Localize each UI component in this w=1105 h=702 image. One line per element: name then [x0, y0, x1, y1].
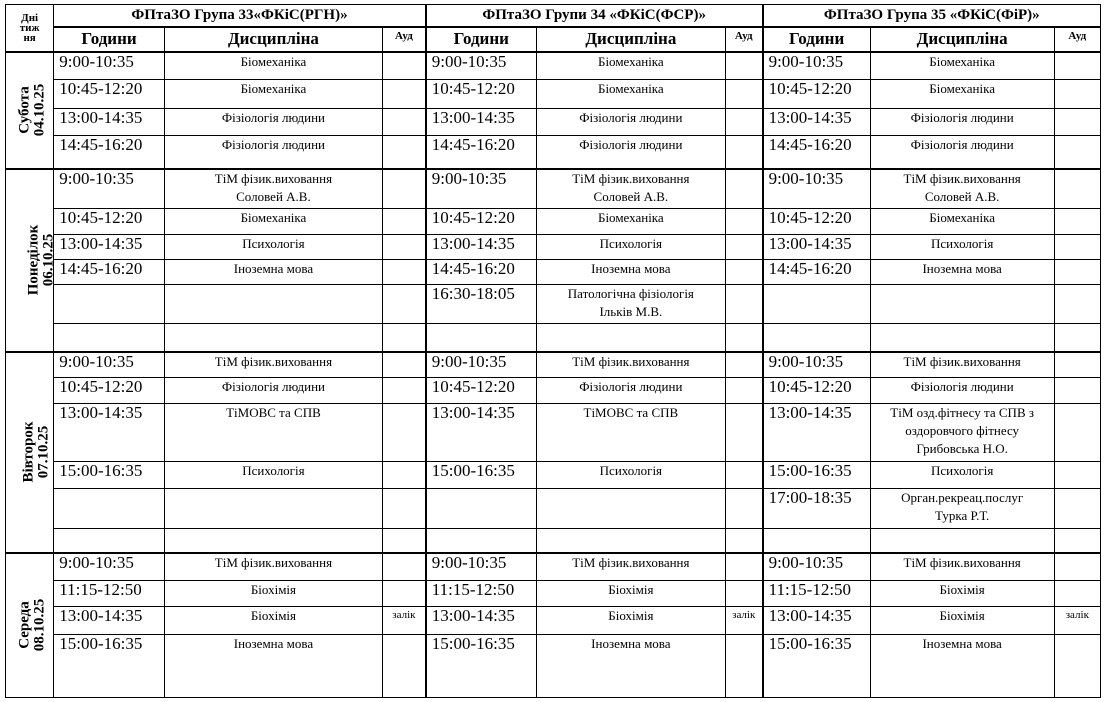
aud-cell [1054, 208, 1100, 234]
subject-line: ТіМ фізик.виховання [214, 554, 333, 570]
subject-cell [870, 352, 1054, 378]
subject-line: Патологічна фізіологія [567, 286, 694, 302]
subject-line: Фізіологія людини [221, 379, 325, 395]
subject-line: Соловей А.В. [236, 188, 311, 204]
aud-cell [1054, 635, 1100, 698]
time-cell: 10:45-12:20 [54, 378, 165, 403]
time-cell: 10:45-12:20 [54, 208, 165, 234]
group-34-header: ФПтаЗО Групи 34 «ФКіС(ФСР)» [426, 5, 763, 27]
aud-cell [1054, 378, 1100, 403]
time-cell: 13:00-14:35 [763, 108, 871, 135]
aud-cell [383, 208, 426, 234]
subject-cell [164, 462, 382, 488]
subject-cell [536, 462, 725, 488]
time-cell [54, 285, 165, 323]
subject-cell [536, 260, 725, 285]
subject-cell [536, 169, 725, 208]
col-aud-header: Ауд [383, 27, 426, 52]
subject-line: Біохімія [939, 607, 985, 623]
subject-line: Іноземна мова [922, 636, 1002, 652]
day-name: Вівторок [20, 421, 37, 483]
aud-cell: залік [1054, 606, 1100, 634]
time-cell: 17:00-18:35 [763, 488, 871, 528]
schedule-row [6, 234, 1101, 259]
schedule-row [6, 352, 1101, 378]
subject-line: Турка Р.Т. [935, 507, 990, 523]
time-cell: 13:00-14:35 [54, 403, 165, 462]
subject-cell [536, 403, 725, 462]
subject-line: ТіМОВС та СПВ [583, 404, 679, 420]
aud-cell [383, 635, 426, 698]
subject-cell [164, 606, 382, 634]
subject-cell [164, 285, 382, 323]
time-cell: 11:15-12:50 [426, 580, 537, 606]
subject-cell [164, 553, 382, 580]
subject-line: Біомеханіка [597, 209, 664, 225]
subject-cell [536, 529, 725, 553]
aud-cell [1054, 462, 1100, 488]
subject-line: Біомеханіка [929, 209, 995, 225]
schedule-row [6, 529, 1101, 553]
time-cell: 10:45-12:20 [763, 80, 871, 108]
aud-cell [383, 52, 426, 80]
aud-cell [383, 169, 426, 208]
subject-cell [164, 403, 382, 462]
subject-line: Фізіологія людини [910, 109, 1014, 125]
time-cell: 9:00-10:35 [763, 352, 871, 378]
aud-cell [725, 352, 762, 378]
time-cell: 9:00-10:35 [763, 553, 871, 580]
subject-line: Біомеханіка [929, 53, 995, 69]
subject-cell [536, 285, 725, 323]
subject-cell [536, 553, 725, 580]
subject-line: Фізіологія людини [221, 109, 325, 125]
col-subject-header: Дисципліна [870, 27, 1054, 52]
subject-cell [536, 80, 725, 108]
aud-cell [383, 352, 426, 378]
subject-cell [870, 135, 1054, 168]
subject-cell [536, 323, 725, 351]
aud-cell [1054, 488, 1100, 528]
subject-line: Психологія [930, 235, 994, 251]
subject-line: оздоровчого фітнесу [905, 422, 1020, 438]
time-cell: 13:00-14:35 [426, 403, 537, 462]
subject-cell [536, 580, 725, 606]
schedule-row [6, 403, 1101, 462]
time-cell [426, 323, 537, 351]
subject-line: Фізіологія людини [579, 136, 683, 152]
aud-cell [725, 135, 762, 168]
subject-line: Біомеханіка [240, 81, 307, 97]
subject-cell [870, 108, 1054, 135]
subject-line: Психологія [599, 463, 663, 479]
subject-line: ТіМ фізик.виховання [214, 170, 333, 186]
time-cell: 10:45-12:20 [426, 378, 537, 403]
aud-cell: залік [725, 606, 762, 634]
group-35-header: ФПтаЗО Група 35 «ФКіС(ФіР)» [763, 5, 1101, 27]
subject-line: Біохімія [250, 581, 297, 597]
subject-cell [870, 553, 1054, 580]
subject-cell [870, 208, 1054, 234]
schedule-row [6, 378, 1101, 403]
time-cell: 13:00-14:35 [763, 234, 871, 259]
schedule-row [6, 580, 1101, 606]
col-time-header: Години [54, 27, 165, 52]
time-cell: 13:00-14:35 [426, 108, 537, 135]
subject-cell [870, 488, 1054, 528]
time-cell: 14:45-16:20 [426, 135, 537, 168]
subject-line: Фізіологія людини [910, 136, 1014, 152]
aud-cell [725, 403, 762, 462]
time-cell: 10:45-12:20 [426, 208, 537, 234]
aud-cell [1054, 285, 1100, 323]
time-cell: 14:45-16:20 [763, 260, 871, 285]
time-cell: 15:00-16:35 [763, 462, 871, 488]
col-time-header: Години [426, 27, 537, 52]
subject-line: Біохімія [250, 607, 297, 623]
schedule-row [6, 553, 1101, 580]
schedule-row [6, 208, 1101, 234]
aud-cell [725, 208, 762, 234]
subject-cell [870, 462, 1054, 488]
schedule-row [6, 285, 1101, 323]
aud-cell [725, 52, 762, 80]
aud-cell [383, 553, 426, 580]
time-cell: 14:45-16:20 [763, 135, 871, 168]
time-cell [54, 529, 165, 553]
subject-cell [164, 80, 382, 108]
subject-cell [164, 378, 382, 403]
subject-line: Фізіологія людини [579, 109, 683, 125]
subject-cell [870, 635, 1054, 698]
time-cell: 13:00-14:35 [426, 234, 537, 259]
subject-cell [164, 52, 382, 80]
aud-cell [383, 488, 426, 528]
aud-cell [1054, 529, 1100, 553]
time-cell: 13:00-14:35 [763, 403, 871, 462]
time-cell: 13:00-14:35 [54, 234, 165, 259]
subject-cell [164, 323, 382, 351]
day-label [6, 553, 54, 698]
subject-cell [870, 80, 1054, 108]
day-name: Понеділок [25, 224, 42, 295]
subject-cell [164, 234, 382, 259]
time-cell [763, 323, 871, 351]
subject-line: ТіМ фізик.виховання [903, 170, 1021, 186]
subject-cell [536, 352, 725, 378]
time-cell [426, 488, 537, 528]
time-cell: 9:00-10:35 [426, 169, 537, 208]
time-cell: 9:00-10:35 [426, 553, 537, 580]
time-cell [54, 323, 165, 351]
time-cell: 10:45-12:20 [763, 378, 871, 403]
time-cell: 13:00-14:35 [54, 606, 165, 634]
subject-line: ТіМ фізик.виховання [903, 353, 1021, 369]
schedule-row [6, 462, 1101, 488]
subject-cell [164, 208, 382, 234]
time-cell: 9:00-10:35 [763, 169, 871, 208]
aud-cell [383, 80, 426, 108]
subject-cell [536, 52, 725, 80]
aud-cell [1054, 52, 1100, 80]
subject-line: Соловей А.В. [924, 188, 1000, 204]
aud-cell [725, 635, 762, 698]
subject-line: Біомеханіка [597, 53, 664, 69]
time-cell: 10:45-12:20 [426, 80, 537, 108]
subject-cell [536, 108, 725, 135]
subject-line: Фізіологія людини [221, 136, 325, 152]
aud-cell [1054, 234, 1100, 259]
subject-line: Біомеханіка [240, 53, 307, 69]
time-cell: 10:45-12:20 [763, 208, 871, 234]
subject-line: Біохімія [939, 581, 985, 597]
subject-line: Біохімія [608, 581, 654, 597]
subject-cell [536, 234, 725, 259]
subject-cell [870, 169, 1054, 208]
time-cell [763, 529, 871, 553]
subject-line: Біомеханіка [240, 209, 307, 225]
aud-cell [1054, 260, 1100, 285]
aud-cell [725, 462, 762, 488]
subject-cell [536, 135, 725, 168]
subject-line: Грибовська Н.О. [916, 440, 1008, 456]
aud-cell [725, 234, 762, 259]
aud-cell [725, 80, 762, 108]
day-name: Субота [16, 85, 33, 134]
aud-cell: залік [383, 606, 426, 634]
subject-cell [870, 529, 1054, 553]
day-label [6, 352, 54, 553]
aud-cell [1054, 580, 1100, 606]
aud-cell [1054, 169, 1100, 208]
schedule-table [5, 4, 1101, 698]
aud-cell [725, 378, 762, 403]
subject-line: Психологія [930, 463, 994, 479]
time-cell: 9:00-10:35 [54, 169, 165, 208]
subject-cell [870, 260, 1054, 285]
subject-line: Іноземна мова [233, 261, 314, 277]
col-time-header: Години [763, 27, 871, 52]
subject-cell [870, 285, 1054, 323]
aud-cell [383, 403, 426, 462]
subject-line: Соловей А.В. [593, 188, 669, 204]
time-cell: 9:00-10:35 [54, 352, 165, 378]
time-cell: 13:00-14:35 [54, 108, 165, 135]
time-cell: 10:45-12:20 [54, 80, 165, 108]
subject-line: ТіМ фізик.виховання [214, 353, 333, 369]
time-cell: 15:00-16:35 [54, 635, 165, 698]
time-cell: 14:45-16:20 [54, 135, 165, 168]
subject-line: Іноземна мова [233, 636, 314, 652]
aud-cell [725, 553, 762, 580]
aud-cell [725, 488, 762, 528]
subject-cell [870, 606, 1054, 634]
subject-line: ТіМ фізик.виховання [572, 353, 690, 369]
schedule-row [6, 52, 1101, 80]
subject-cell [164, 529, 382, 553]
subject-cell [536, 208, 725, 234]
time-cell: 9:00-10:35 [763, 52, 871, 80]
subject-line: Біохімія [608, 607, 654, 623]
aud-cell [383, 580, 426, 606]
subject-line: ТіМ фізик.виховання [572, 554, 690, 570]
schedule-row [6, 260, 1101, 285]
day-date: 08.10.25 [31, 598, 48, 652]
day-date: 07.10.25 [35, 425, 52, 478]
aud-cell [383, 529, 426, 553]
time-cell [54, 488, 165, 528]
schedule-row [6, 80, 1101, 108]
subject-line: Психологія [599, 235, 663, 251]
time-cell: 15:00-16:35 [426, 635, 537, 698]
subject-cell [164, 635, 382, 698]
subject-cell [870, 378, 1054, 403]
subject-line: Психологія [242, 463, 305, 479]
aud-cell [383, 234, 426, 259]
aud-cell [1054, 403, 1100, 462]
time-cell [426, 529, 537, 553]
schedule-row [6, 169, 1101, 208]
subject-cell [536, 488, 725, 528]
subject-line: ТіМ озд.фітнесу та СПВ з [890, 404, 1034, 420]
day-name: Середа [16, 601, 33, 649]
subject-cell [164, 488, 382, 528]
aud-cell [383, 108, 426, 135]
subject-line: Іноземна мова [591, 261, 671, 277]
subject-line: Фізіологія людини [910, 379, 1014, 395]
aud-cell [725, 529, 762, 553]
subject-line: Іноземна мова [922, 261, 1002, 277]
time-cell: 14:45-16:20 [54, 260, 165, 285]
subject-cell [164, 135, 382, 168]
aud-cell [383, 135, 426, 168]
aud-cell [383, 323, 426, 351]
schedule-row [6, 635, 1101, 698]
aud-cell [725, 108, 762, 135]
group-33-header: ФПтаЗО Група 33«ФКіС(РГН)» [54, 5, 426, 27]
subject-cell [870, 403, 1054, 462]
subject-cell [164, 580, 382, 606]
schedule-row [6, 108, 1101, 135]
subject-line: Біомеханіка [929, 81, 995, 97]
time-cell: 9:00-10:35 [426, 52, 537, 80]
aud-cell [725, 169, 762, 208]
subject-line: Іноземна мова [591, 636, 671, 652]
aud-cell [1054, 323, 1100, 351]
subject-cell [870, 234, 1054, 259]
day-date: 06.10.25 [40, 233, 57, 286]
subject-cell [536, 606, 725, 634]
aud-cell [1054, 108, 1100, 135]
aud-cell [1054, 553, 1100, 580]
subject-line: Біомеханіка [597, 81, 664, 97]
subject-cell [870, 580, 1054, 606]
day-label [6, 169, 57, 352]
time-cell: 16:30-18:05 [426, 285, 537, 323]
aud-cell [725, 323, 762, 351]
time-cell: 11:15-12:50 [54, 580, 165, 606]
time-cell: 13:00-14:35 [763, 606, 871, 634]
time-cell: 9:00-10:35 [426, 352, 537, 378]
aud-cell [1054, 352, 1100, 378]
subject-cell [164, 352, 382, 378]
time-cell: 15:00-16:35 [763, 635, 871, 698]
aud-cell [725, 580, 762, 606]
subject-cell [164, 260, 382, 285]
aud-cell [725, 285, 762, 323]
aud-cell [383, 285, 426, 323]
col-aud-header: Ауд [1054, 27, 1100, 52]
subject-line: Орган.рекреац.послуг [901, 489, 1024, 505]
schedule-row [6, 135, 1101, 168]
time-cell: 14:45-16:20 [426, 260, 537, 285]
days-of-week-header: Дні тиж ня [6, 5, 54, 52]
time-cell: 11:15-12:50 [763, 580, 871, 606]
col-subject-header: Дисципліна [536, 27, 725, 52]
aud-cell [1054, 80, 1100, 108]
time-cell [763, 285, 871, 323]
subject-line: Психологія [242, 235, 305, 251]
subject-cell [164, 108, 382, 135]
subject-cell [870, 323, 1054, 351]
time-cell: 15:00-16:35 [54, 462, 165, 488]
aud-cell [383, 260, 426, 285]
subject-line: ТіМ фізик.виховання [572, 170, 690, 186]
time-cell: 9:00-10:35 [54, 52, 165, 80]
aud-cell [725, 260, 762, 285]
schedule-row [6, 323, 1101, 351]
aud-cell [1054, 135, 1100, 168]
col-aud-header: Ауд [725, 27, 762, 52]
subject-cell [164, 169, 382, 208]
time-cell: 9:00-10:35 [54, 553, 165, 580]
day-date: 04.10.25 [31, 83, 48, 136]
subject-cell [536, 378, 725, 403]
aud-cell [383, 378, 426, 403]
subject-cell [536, 635, 725, 698]
aud-cell [383, 462, 426, 488]
day-label [6, 52, 54, 169]
time-cell: 15:00-16:35 [426, 462, 537, 488]
col-subject-header: Дисципліна [164, 27, 382, 52]
subject-line: Ільків М.В. [599, 304, 663, 320]
schedule-row [6, 606, 1101, 634]
schedule-row [6, 488, 1101, 528]
time-cell: 13:00-14:35 [426, 606, 537, 634]
subject-line: ТіМОВС та СПВ [226, 404, 321, 420]
subject-cell [870, 52, 1054, 80]
subject-line: Фізіологія людини [579, 379, 683, 395]
subject-line: ТіМ фізик.виховання [903, 554, 1021, 570]
